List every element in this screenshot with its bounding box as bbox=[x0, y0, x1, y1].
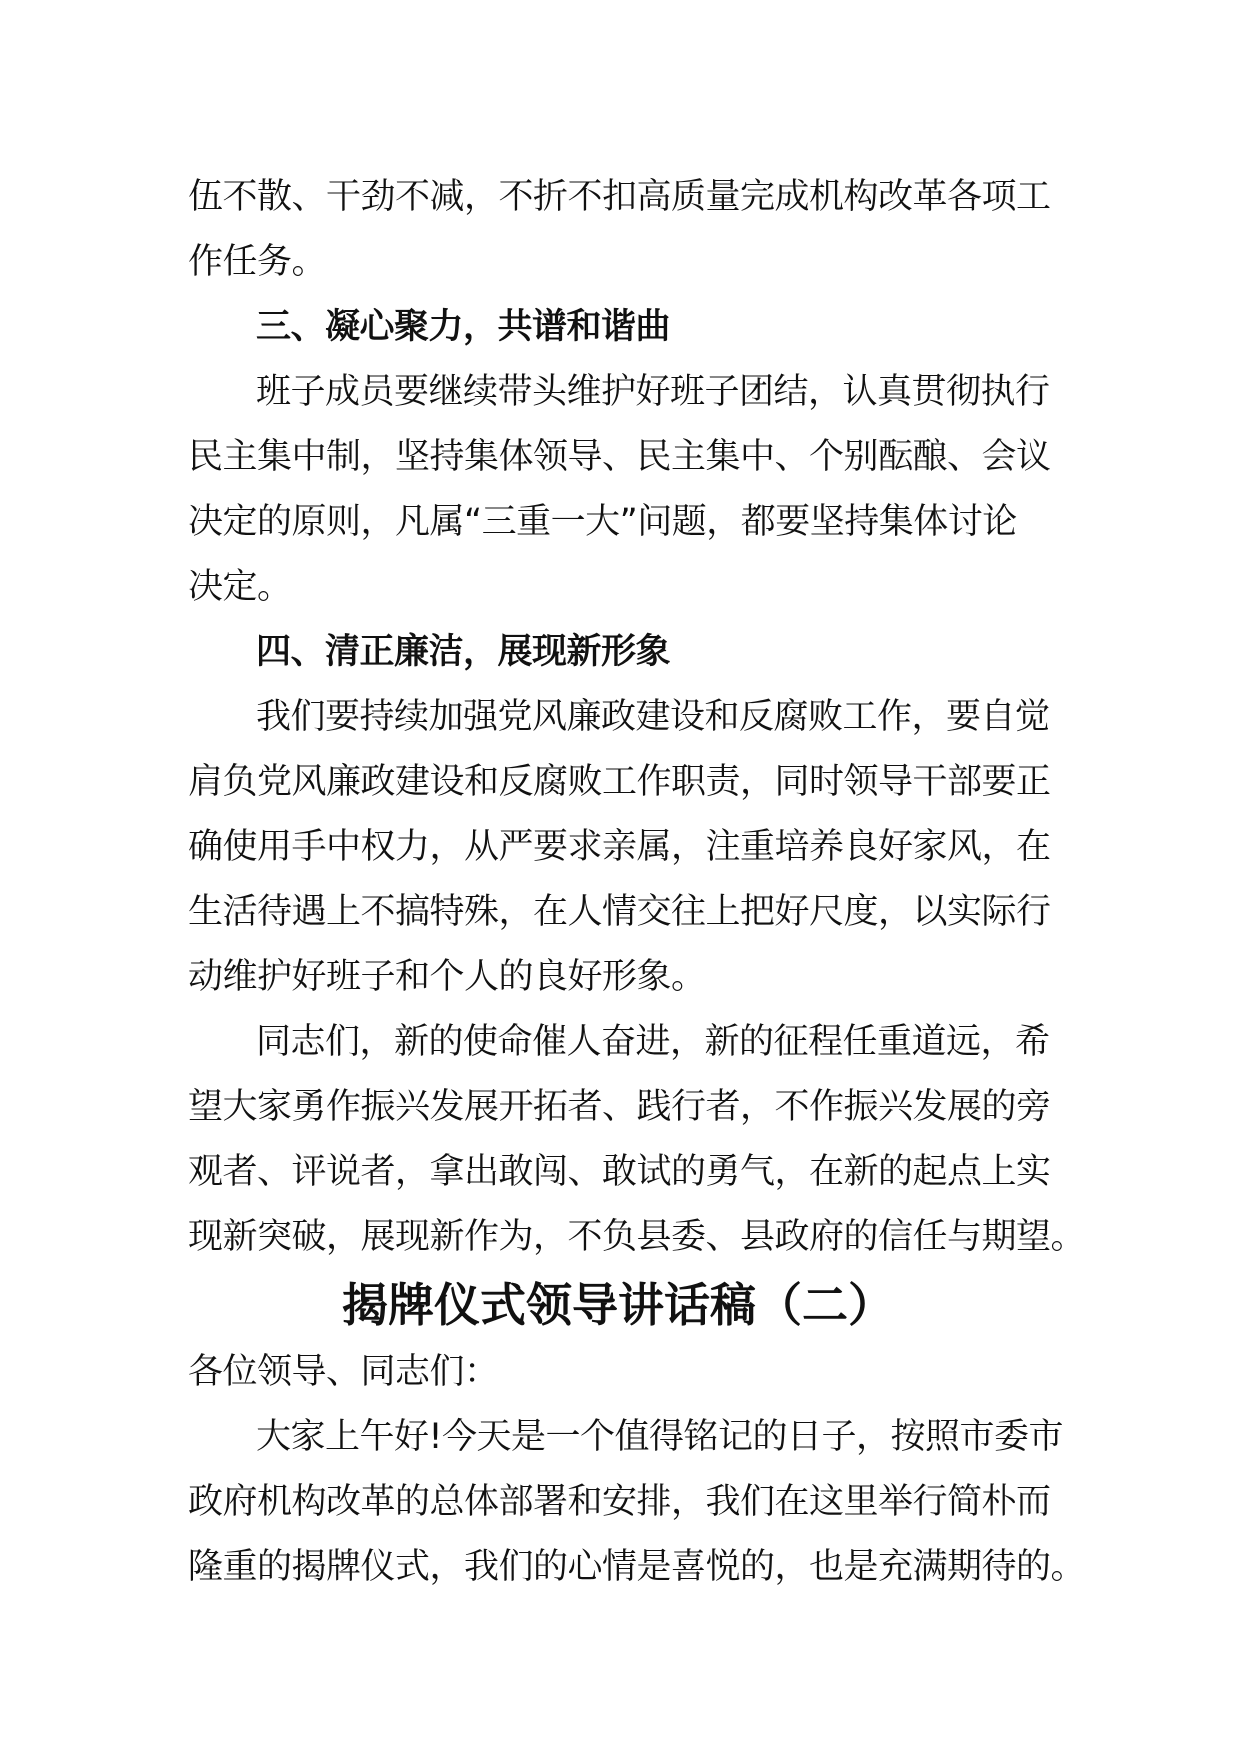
paragraph-line: 观者、评说者，拿出敢闯、敢试的勇气，在新的起点上实 bbox=[188, 1152, 1051, 1192]
paragraph-line: 肩负党风廉政建设和反腐败工作职责，同时领导干部要正 bbox=[188, 762, 1051, 802]
continuation-paragraph bbox=[188, 165, 1051, 295]
paragraph-line: 我们要持续加强党风廉政建设和反腐败工作，要自觉 bbox=[256, 697, 1050, 737]
salutation: 各位领导、同志们： bbox=[188, 1352, 499, 1392]
paragraph-line: 民主集中制，坚持集体领导、民主集中、个别酝酿、会议 bbox=[188, 437, 1051, 477]
paragraph-line: 望大家勇作振兴发展开拓者、践行者，不作振兴发展的旁 bbox=[188, 1087, 1051, 1127]
closing-paragraph bbox=[188, 1010, 1086, 1270]
opening-paragraph bbox=[188, 1405, 1086, 1600]
speech-title: 揭牌仪式领导讲话稿（二） bbox=[342, 1278, 894, 1332]
paragraph-line: 隆重的揭牌仪式，我们的心情是喜悦的，也是充满期待的。 bbox=[188, 1547, 1086, 1587]
paragraph-line: 动维护好班子和个人的良好形象。 bbox=[188, 957, 706, 997]
paragraph-line: 现新突破，展现新作为，不负县委、县政府的信任与期望。 bbox=[188, 1217, 1086, 1257]
paragraph-line: 决定的原则，凡属“三重一大”问题，都要坚持集体讨论 bbox=[188, 502, 1017, 542]
section-heading-4: 四、清正廉洁，展现新形象 bbox=[256, 632, 671, 672]
section-4-paragraph bbox=[188, 685, 1051, 1010]
paragraph-line: 同志们，新的使命催人奋进，新的征程任重道远，希 bbox=[256, 1022, 1050, 1062]
paragraph-line: 生活待遇上不搞特殊，在人情交往上把好尺度，以实际行 bbox=[188, 892, 1051, 932]
paragraph-line: 作任务。 bbox=[188, 242, 327, 282]
paragraph-line: 决定。 bbox=[188, 567, 292, 607]
document-page bbox=[188, 165, 1086, 1600]
paragraph-line: 政府机构改革的总体部署和安排，我们在这里举行简朴而 bbox=[188, 1482, 1051, 1522]
paragraph-line: 班子成员要继续带头维护好班子团结，认真贯彻执行 bbox=[256, 372, 1050, 412]
section-3-paragraph bbox=[188, 360, 1051, 620]
paragraph-line: 确使用手中权力，从严要求亲属，注重培养良好家风，在 bbox=[188, 827, 1051, 867]
section-heading-3: 三、凝心聚力，共谱和谐曲 bbox=[256, 307, 671, 347]
paragraph-line: 大家上午好!今天是一个值得铭记的日子，按照市委市 bbox=[256, 1417, 1064, 1457]
paragraph-line: 伍不散、干劲不减，不折不扣高质量完成机构改革各项工 bbox=[188, 177, 1051, 217]
